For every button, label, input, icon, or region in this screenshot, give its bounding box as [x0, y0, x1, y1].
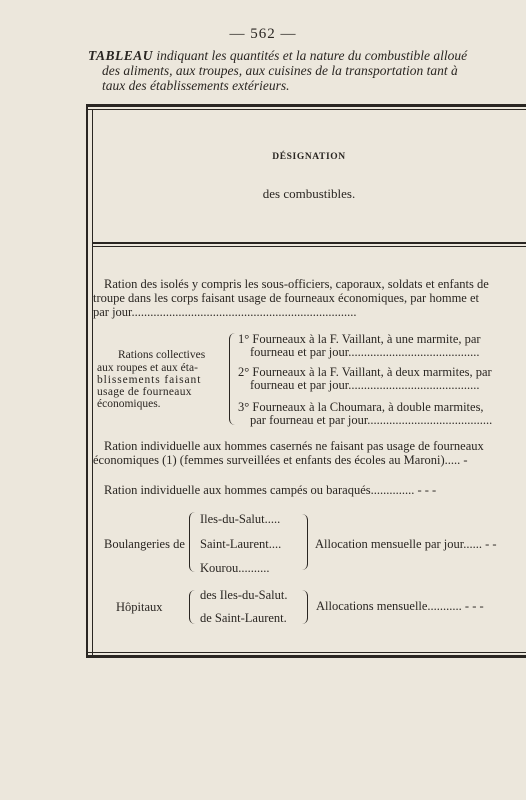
hopitaux-label: Hôpitaux — [116, 600, 163, 614]
hopitaux-allocation: Allocations mensuelle........... - - - — [316, 599, 484, 613]
collectives-label-line4: usage de fourneaux — [97, 386, 192, 398]
hopitaux-place-2: de Saint-Laurent. — [200, 611, 287, 625]
casernes-line2: économiques (1) (femmes surveillées et enfants des écoles au Maroni)..... - — [93, 453, 468, 467]
collectives-item3-line1: 3° Fourneaux à la Choumara, à double marmites, — [238, 400, 484, 414]
row-isoles-line2: troupe dans les corps faisant usage de fourneaux économiques, par homme et — [93, 291, 479, 305]
table-bottom-rule — [86, 655, 526, 658]
collectives-label-line2: aux roupes et aux éta- — [97, 362, 198, 374]
table-left-border — [86, 104, 88, 658]
table-bottom-rule-thin — [86, 652, 526, 653]
collectives-item3-line2: par fourneau et par jour........................................ — [250, 413, 493, 427]
boulangeries-brace-left — [189, 512, 195, 572]
row-isoles-line1: Ration des isolés y compris les sous-officiers, caporaux, soldats et enfants de — [104, 277, 489, 291]
collectives-label-line5: économiques. — [97, 398, 161, 410]
column-header-subtitle: des combustibles. — [262, 186, 356, 201]
title-bold: TABLEAU — [88, 48, 154, 63]
column-header-designation: DÉSIGNATION — [272, 152, 346, 162]
hopitaux-brace-left — [189, 590, 195, 624]
casernes-line1: Ration individuelle aux hommes casernés ne faisant pas usage de fourneaux — [104, 439, 484, 453]
boulangeries-place-3: Kourou.......... — [200, 561, 270, 575]
collectives-item2-line2: fourneau et par jour.......................................... — [250, 378, 480, 392]
title-line3: taux des établissements extérieurs. — [102, 78, 290, 93]
hopitaux-brace-right — [302, 590, 308, 624]
collectives-item2-line1: 2° Fourneaux à la F. Vaillant, à deux marmites, par — [238, 365, 492, 379]
table-top-rule-thin — [86, 109, 526, 110]
title-line2: des aliments, aux troupes, aux cuisines de la transportation tant à — [102, 63, 458, 78]
boulangeries-place-2: Saint-Laurent.... — [200, 537, 282, 551]
row-isoles-line3: par jour........................................................................ — [93, 305, 357, 319]
table-top-rule — [86, 104, 526, 107]
boulangeries-place-1: Iles-du-Salut..... — [200, 512, 281, 526]
header-rule-thin — [92, 246, 526, 247]
title-line1: indiquant les quantités et la nature du combustible alloué — [153, 48, 468, 63]
table-title — [88, 48, 520, 93]
campes-line: Ration individuelle aux hommes campés ou baraqués.............. - - - — [104, 483, 437, 497]
header-rule — [92, 242, 526, 244]
boulangeries-brace-right — [302, 514, 308, 570]
collectives-label-line3: blissements faisant — [97, 374, 202, 386]
boulangeries-allocation: Allocation mensuelle par jour...... - - — [315, 537, 497, 551]
collectives-item1-line2: fourneau et par jour.......................................... — [250, 345, 480, 359]
collectives-label-line1: Rations collectives — [118, 349, 206, 361]
hopitaux-place-1: des Iles-du-Salut. — [200, 588, 288, 602]
boulangeries-label: Boulangeries de — [104, 537, 185, 551]
page-number: — 562 — — [229, 26, 297, 42]
collectives-item1-line1: 1° Fourneaux à la F. Vaillant, à une marmite, par — [238, 332, 481, 346]
collectives-brace — [229, 333, 235, 425]
